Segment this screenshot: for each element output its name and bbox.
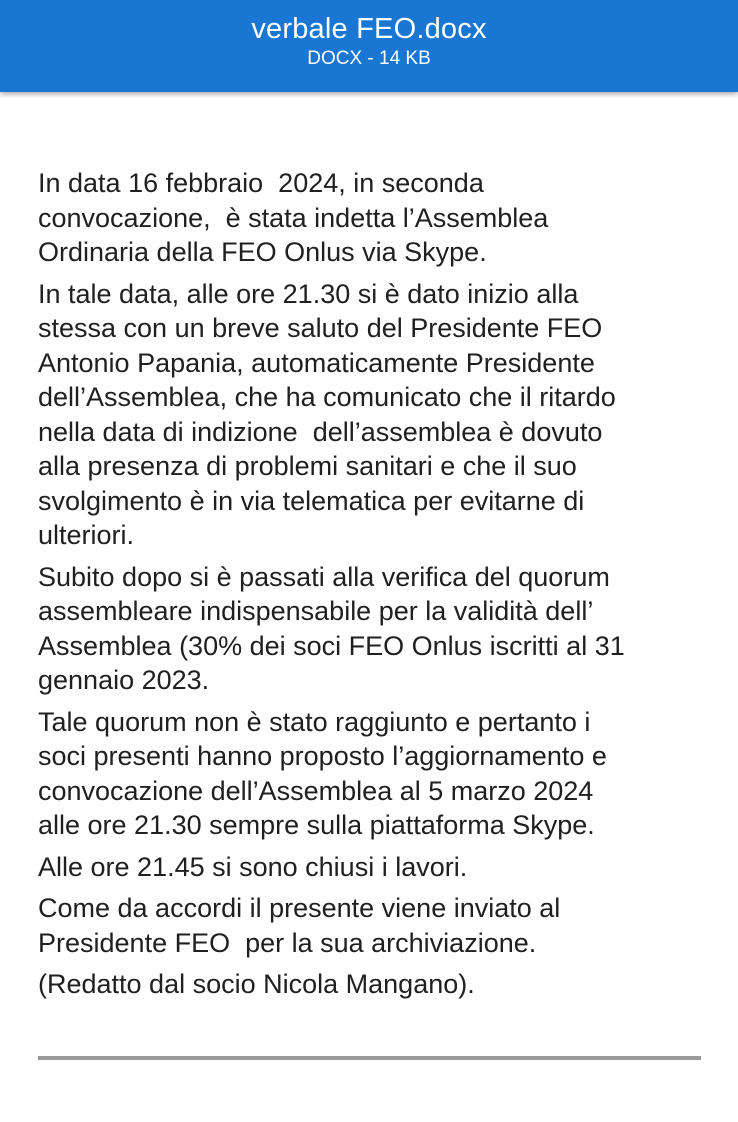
file-type-size: DOCX - 14 KB [307,48,431,69]
paragraph-opening: In tale data, alle ore 21.30 si è dato inizio alla stessa con un breve saluto del Presidente FEO Antonio Papania, automaticamente Presidente dell’Assemblea, che ha comunicato che il ritardo nella data di indizione dell’assemblea è dovuto alla presenza di problemi sanitari e che il suo svolgimento è in via telematica per evitarne di ulteriori. [38,278,616,550]
paragraph-archiving: Come da accordi il presente viene inviato al Presidente FEO per la sua archiviazione. [38,893,561,958]
document-body [38,166,702,1009]
file-name-title: verbale FEO.docx [251,13,487,45]
file-header-bar [0,0,738,92]
paragraph-closing: Alle ore 21.45 si sono chiusi i lavori. [38,851,468,882]
paragraph-author: (Redatto dal socio Nicola Mangano). [38,969,475,999]
paragraph-adjournment: Tale quorum non è stato raggiunto e pertanto i soci presenti hanno proposto l’aggiornamento e convocazione dell’Assemblea al 5 marzo 2024 alle ore 21.30 sempre sulla piattaforma Skype. [38,706,607,840]
floating-action-button[interactable] [634,104,704,174]
paragraph-quorum-check: Subito dopo si è passati alla verifica del quorum assembleare indispensabile per la validità dell’ Assemblea (30% dei soci FEO Onlus iscritti al 31 gennaio 2023. [38,561,625,695]
paragraph-convocation: In data 16 febbraio 2024, in seconda convocazione, è stata indetta l’Assemblea Ordinaria della FEO Onlus via Skype. [38,168,549,267]
document-end-divider [38,1056,701,1060]
